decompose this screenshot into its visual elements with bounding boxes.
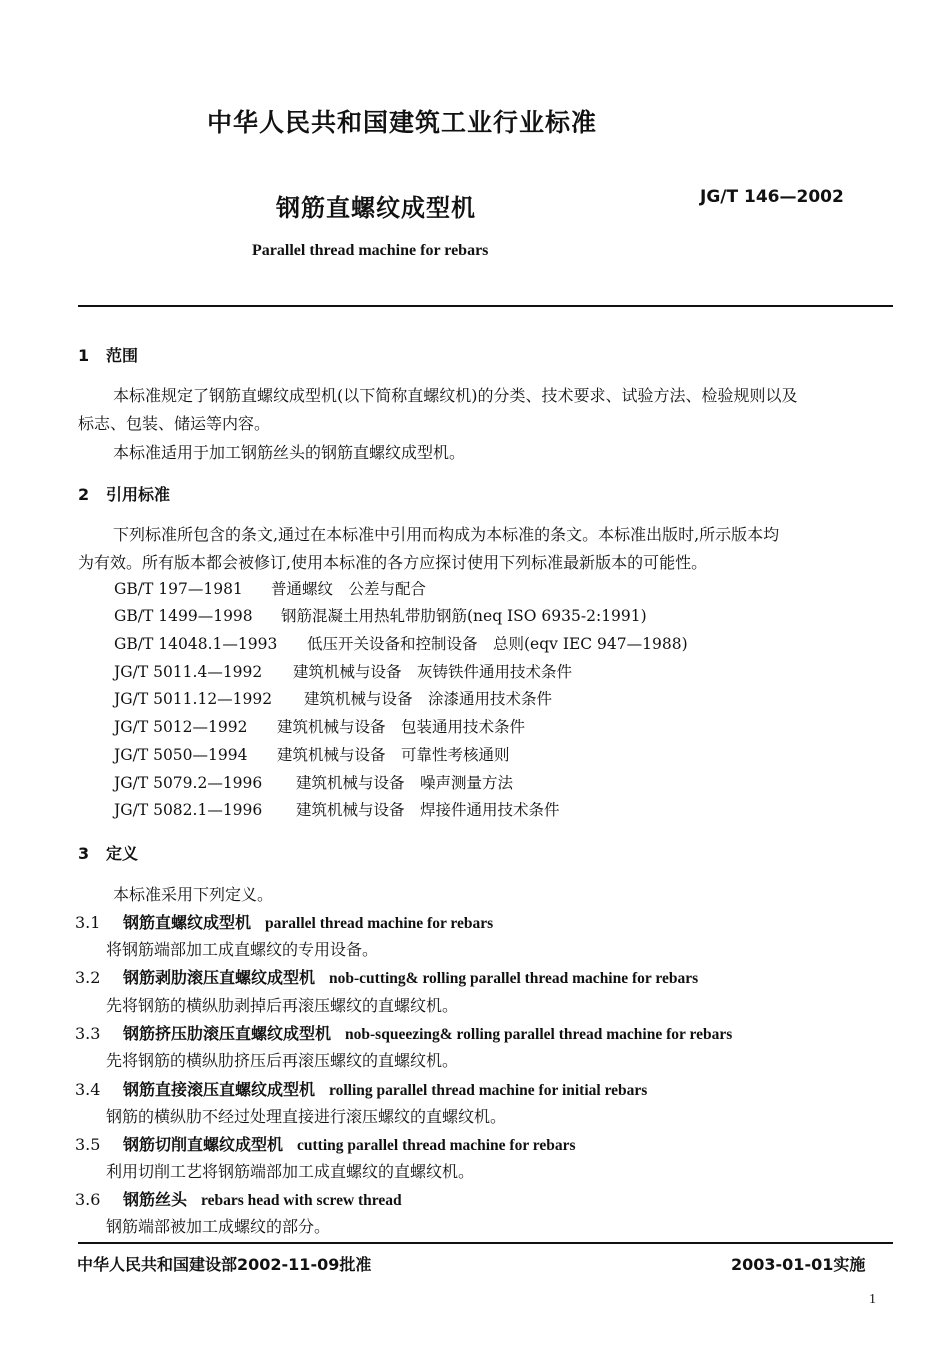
reference-item [114, 771, 513, 793]
standard-code: JG/T 146—2002 [700, 187, 844, 207]
reference-code: GB/T 1499—1998 [114, 607, 253, 625]
definition-heading [75, 965, 698, 988]
definitions-intro: 本标准采用下列定义。 [113, 885, 274, 904]
reference-title: 建筑机械与设备 可靠性考核通则 [277, 746, 510, 764]
definition-heading [75, 1021, 732, 1044]
definition-heading [75, 1132, 576, 1155]
definition-term-english: cutting parallel thread machine for rebars [297, 1137, 576, 1154]
definition-term: 钢筋切削直螺纹成型机 [123, 1135, 284, 1154]
definition-body: 钢筋端部被加工成螺纹的部分。 [106, 1217, 331, 1236]
definition-body: 钢筋的横纵肋不经过处理直接进行滚压螺纹的直螺纹机。 [106, 1107, 507, 1126]
footer-divider [78, 1242, 893, 1244]
reference-item [114, 798, 560, 820]
definition-term-english: rebars head with screw thread [201, 1192, 402, 1209]
definition-number: 3.6 [75, 1190, 101, 1209]
definition-number: 3.3 [75, 1024, 101, 1043]
reference-code: JG/T 5079.2—1996 [114, 774, 263, 792]
definition-term: 钢筋剥肋滚压直螺纹成型机 [123, 968, 316, 987]
definition-body: 将钢筋端部加工成直螺纹的专用设备。 [106, 940, 379, 959]
reference-item [114, 577, 426, 599]
document-title: 钢筋直螺纹成型机 [276, 194, 476, 222]
definition-heading [75, 1077, 647, 1100]
header-divider [78, 305, 893, 307]
section-title: 引用标准 [106, 485, 171, 504]
definition-term: 钢筋丝头 [123, 1190, 188, 1209]
definition-term-english: rolling parallel thread machine for initial rebars [329, 1082, 648, 1099]
reference-title: 低压开关设备和控制设备 总则(eqv IEC 947—1988) [307, 635, 688, 653]
section-1-heading [78, 343, 138, 366]
page-number: 1 [869, 1292, 876, 1307]
scope-paragraph-line1: 本标准规定了钢筋直螺纹成型机(以下简称直螺纹机)的分类、技术要求、试验方法、检验规则以及 [113, 386, 798, 405]
section-title: 范围 [106, 346, 139, 365]
definition-term-english: nob-cutting& rolling parallel thread machine for rebars [329, 970, 699, 987]
reference-title: 普通螺纹 公差与配合 [271, 580, 427, 598]
definition-term-english: nob-squeezing& rolling parallel thread machine for rebars [345, 1026, 733, 1043]
reference-item [114, 715, 525, 737]
definition-body: 先将钢筋的横纵肋挤压后再滚压螺纹的直螺纹机。 [106, 1051, 459, 1070]
reference-code: GB/T 197—1981 [114, 580, 243, 598]
definition-term: 钢筋挤压肋滚压直螺纹成型机 [123, 1024, 332, 1043]
section-number: 1 [78, 346, 90, 365]
section-number: 2 [78, 485, 90, 504]
definition-term: 钢筋直螺纹成型机 [123, 913, 252, 932]
section-2-heading [78, 482, 170, 505]
reference-title: 建筑机械与设备 包装通用技术条件 [277, 718, 526, 736]
references-intro-line1: 下列标准所包含的条文,通过在本标准中引用而构成为本标准的条文。本标准出版时,所示版本均 [113, 525, 780, 544]
approval-line: 中华人民共和国建设部2002-11-09批准 [77, 1255, 372, 1274]
definition-heading [75, 910, 493, 933]
issuer-line: 中华人民共和国建筑工业行业标准 [207, 108, 598, 137]
section-title: 定义 [106, 844, 139, 863]
section-number: 3 [78, 844, 90, 863]
references-intro-line2: 为有效。所有版本都会被修订,使用本标准的各方应探讨使用下列标准最新版本的可能性。 [78, 553, 708, 572]
reference-title: 钢筋混凝土用热轧带肋钢筋(neq ISO 6935-2:1991) [281, 607, 647, 625]
definition-body: 利用切削工艺将钢筋端部加工成直螺纹的直螺纹机。 [106, 1162, 475, 1181]
reference-item [114, 743, 510, 765]
implementation-line: 2003-01-01实施 [731, 1255, 866, 1274]
definition-number: 3.1 [75, 913, 101, 932]
reference-code: JG/T 5011.12—1992 [114, 690, 273, 708]
reference-code: GB/T 14048.1—1993 [114, 635, 278, 653]
scope-paragraph-line2: 标志、包装、储运等内容。 [78, 414, 271, 433]
reference-title: 建筑机械与设备 焊接件通用技术条件 [296, 801, 560, 819]
reference-title: 建筑机械与设备 灰铸铁件通用技术条件 [293, 663, 573, 681]
section-3-heading [78, 841, 138, 864]
definition-number: 3.2 [75, 968, 101, 987]
definition-heading [75, 1187, 402, 1210]
reference-item [114, 660, 572, 682]
reference-code: JG/T 5012—1992 [114, 718, 248, 736]
reference-title: 建筑机械与设备 噪声测量方法 [296, 774, 514, 792]
english-subtitle: Parallel thread machine for rebars [252, 242, 489, 259]
definition-number: 3.4 [75, 1080, 101, 1099]
reference-code: JG/T 5082.1—1996 [114, 801, 263, 819]
reference-item [114, 604, 647, 626]
reference-title: 建筑机械与设备 涂漆通用技术条件 [304, 690, 553, 708]
definition-body: 先将钢筋的横纵肋剥掉后再滚压螺纹的直螺纹机。 [106, 996, 459, 1015]
definition-number: 3.5 [75, 1135, 101, 1154]
reference-item [114, 687, 552, 709]
reference-code: JG/T 5050—1994 [114, 746, 248, 764]
reference-item [114, 632, 688, 654]
reference-code: JG/T 5011.4—1992 [114, 663, 263, 681]
scope-paragraph-2: 本标准适用于加工钢筋丝头的钢筋直螺纹成型机。 [113, 443, 466, 462]
definition-term: 钢筋直接滚压直螺纹成型机 [123, 1080, 316, 1099]
definition-term-english: parallel thread machine for rebars [265, 915, 494, 932]
